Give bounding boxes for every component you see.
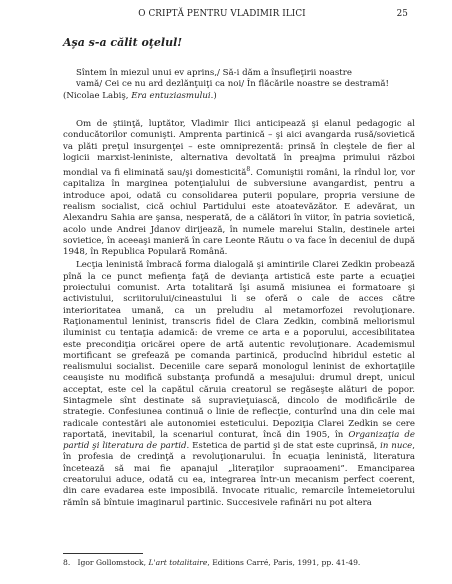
footnote-divider [63, 553, 143, 554]
attribution-title: Era entuziasmului [131, 90, 211, 101]
paragraph-2-text-a: Lecţia leninistă îmbracă forma dialogală şi amintirile Clarei Zedkin probează pînă la ce punct mefienţa faţă de devianţa artistică este parte a ecuaţiei proiectului comunist. Arta totalitară îşi asumă misiunea ei formatoare şi activistului, scriitorului/cineastului li se oferă o cale de acces către interioritatea umană, ca un preludiu al metamorfozei revoluţionare. Raţionamentul leninist, transcris fidel de Clara Zedkin, combină meliorismul iluminist cu tentaţia adamică: de vreme ce arta e a poporului, accesibilitatea este precondiţia oricărei opere de artă autentic revoluţionare. Academismul mortificant se grefează pe comanda partinică, producînd hibridul estetic al realismului socialist. Deceniile care separă monologul leninist de exhortaţiile ceauşiste nu modifică substanţa profundă a mesajului: drumul drept, unicul acceptat, este cel la capătul căruia creatorul se regăseşte alături de popor. Sintagmele sînt destinate să supravieţuiască, dincolo de modificările de strategie. Confesiunea continuă o linie de reflecţie, conturînd una din cele mai radicale contestări ale autonomiei esteticului. Depoziţia Clarei Zedkin se cere raportată, inevitabil, la scenariul conturat, încă din 1905, în [63, 260, 415, 440]
page-number: 25 [396, 9, 408, 19]
running-title: O CRIPTĂ PENTRU VLADIMIR ILICI [138, 9, 306, 19]
paragraph-2 [63, 260, 415, 509]
section-title: Aşa s-a călit oţelul! [63, 36, 183, 49]
footnote [63, 558, 415, 568]
footnote-number: 8. [63, 558, 71, 567]
attribution-prefix: (Nicolae Labiş, [63, 90, 132, 101]
paragraph-2-text-b: . Estetica de partid şi de stat este cuprinsă, [186, 441, 381, 452]
epigraph-attribution [63, 91, 217, 101]
paragraph-2-text-c: , în profesia de credinţă a revoluţionarului. În ecuaţia leninistă, literatura încetează să mai fie apanajul „literaţilor supraoameni”. Emanciparea creatorului aduce, odată cu ea, integrarea într-un mecanism perfect coerent, din care evadarea este imposibilă. Invocate ritualic, remarcile întemeietorului rămîn să bîntuie imaginarul partinic. Succesivele rafinări nu pot altera [63, 441, 415, 508]
footnote-rest: , Editions Carré, Paris, 1991, pp. 41-49. [207, 558, 361, 567]
footnote-reference[interactable]: 8 [246, 166, 251, 174]
epigraph-line-2 [63, 79, 415, 90]
epigraph-line-2-text: vamă/ Cei ce nu ard dezlănţuiţi ca noi/ În flăcările noastre se destramă! [76, 79, 389, 90]
paragraph-1 [63, 119, 415, 258]
footnote-title: L'art totalitaire [148, 558, 208, 567]
main-text [63, 119, 415, 509]
paragraph-2-italic-title: Organizaţia de partid şi literatura de partid [63, 429, 416, 452]
epigraph [63, 68, 415, 102]
paragraph-2-italic-phrase: in nuce [380, 441, 413, 452]
attribution-suffix: .) [210, 90, 217, 101]
footnote-author: Igor Gollomstock, [77, 558, 149, 567]
paragraph-1-text: Om de ştiinţă, luptător, Vladimir Ilici anticipează şi elanul pedagogic al conducătorilor comunişti. Amprenta partinică – şi aici avangarda rusă/sovietică va plăti preţul insurgenţei – este omniprezentă: prinsă în cleştele de fier al logicii marxist-leniniste, alternativa devoltată în preajma primului război mondial va fi eliminată sau/şi domesticită [63, 119, 415, 179]
running-header [66, 9, 408, 21]
paragraph-1-rest: . Comuniştii români, la rîndul lor, vor capitaliza în marginea potenţialului de subversiune avangardist, pentru a introduce apoi, odată cu consolidarea puterii populare, propria versiune de realism socialist, cică ochiul Partidului este atoatevăzător. E adevărat, un Alexandru Sahia are şansa, nesperată, de a călători în viitor, în patria sovietică, acolo unde Andrei Jdanov dirijează, în numele marelui Stalin, destinele artei sovietice, în aceeaşi manieră în care Leonte Răutu o va face în deceniul de după 1948, în Republica Populară Română. [63, 168, 415, 258]
epigraph-line-1: Sîntem în miezul unui ev aprins,/ Să-i dăm a însufleţirii noastre [76, 68, 352, 78]
